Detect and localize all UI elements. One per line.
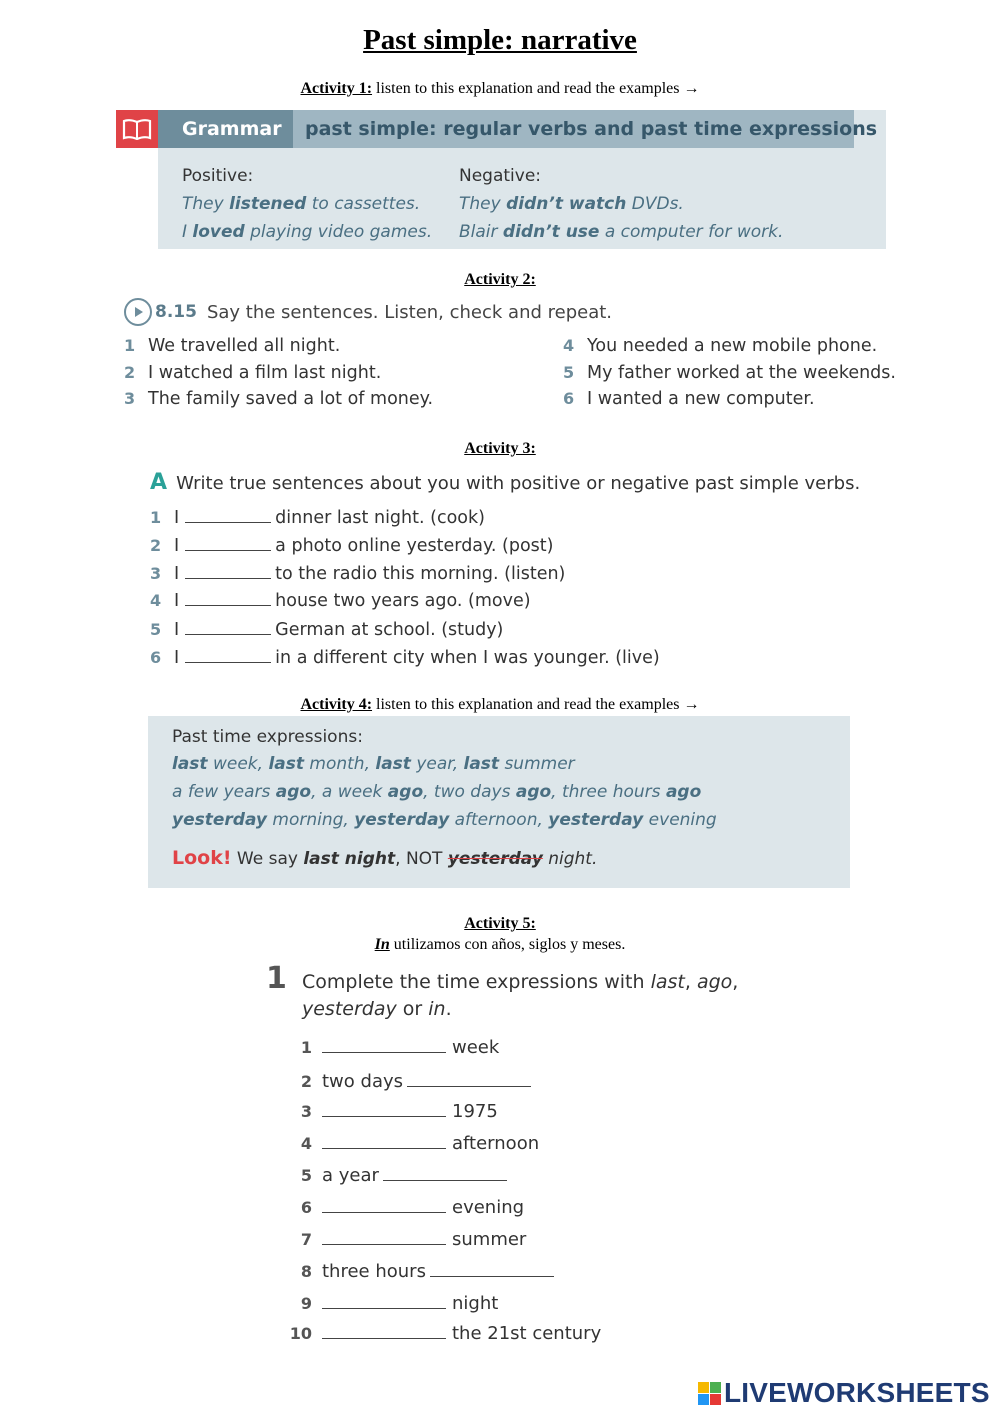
answer-blank[interactable] (322, 1228, 446, 1245)
activity-4-text: listen to this explanation and read the examples → (376, 696, 700, 713)
write-item: 3 I to the radio this morning. (listen) (150, 564, 566, 584)
positive-example: They listened to cassettes. (182, 194, 421, 214)
time-expression-item: 8 three hours (284, 1260, 554, 1282)
positive-heading: Positive: (182, 166, 254, 186)
activity-1-heading (0, 80, 1000, 98)
grammar-topic: past simple: regular verbs and past time expressions (305, 118, 878, 140)
answer-blank[interactable] (185, 506, 271, 523)
answer-blank[interactable] (322, 1132, 446, 1149)
write-item: 2 I a photo online yesterday. (post) (150, 536, 554, 556)
answer-blank[interactable] (322, 1100, 446, 1117)
time-expressions-line: yesterday morning, yesterday afternoon, yesterday evening (172, 810, 717, 830)
activity-2-label: Activity 2: (464, 271, 536, 288)
sentence-item: 6 I wanted a new computer. (563, 389, 815, 409)
time-expression-item: 4 afternoon (300, 1133, 540, 1154)
look-label: Look! (172, 847, 232, 869)
logo-text: LIVEWORKSHEETS (724, 1377, 990, 1408)
answer-blank[interactable] (322, 1322, 446, 1339)
sentence-item: 4 You needed a new mobile phone. (563, 336, 878, 356)
time-expression-item: 1 week (300, 1037, 500, 1058)
answer-blank[interactable] (185, 646, 271, 663)
exercise-letter: A (150, 470, 168, 495)
write-item: 5 I German at school. (study) (150, 620, 504, 640)
time-expressions-line: last week, last month, last year, last summer (172, 754, 575, 774)
activity-3-instruction-row (150, 470, 860, 495)
audio-prompt (124, 298, 612, 326)
activity-5-label: Activity 5: (464, 915, 536, 932)
time-expression-item: 3 1975 (300, 1101, 498, 1122)
activity-3-label: Activity 3: (464, 440, 536, 457)
answer-blank[interactable] (383, 1164, 507, 1181)
write-item: 4 I house two years ago. (move) (150, 591, 531, 611)
struck-word: yesterday (447, 849, 543, 869)
time-expression-item: 5 a year (284, 1164, 507, 1186)
activity-2-instruction: Say the sentences. Listen, check and repeat. (206, 301, 613, 323)
sentence-item: 1 We travelled all night. (124, 336, 341, 356)
look-note: Look! We say last night, NOT yesterday night. (172, 847, 598, 869)
answer-blank[interactable] (322, 1036, 446, 1053)
positive-example: I loved playing video games. (182, 222, 433, 242)
play-icon[interactable] (124, 298, 152, 326)
answer-blank[interactable] (185, 534, 271, 551)
logo-mark-icon (698, 1382, 721, 1405)
exercise-number: 1 (266, 961, 287, 996)
activity-3-instruction: Write true sentences about you with positive or negative past simple verbs. (176, 473, 861, 494)
activity-5-note: In utilizamos con años, siglos y meses. (374, 936, 626, 953)
book-icon (116, 110, 158, 148)
answer-blank[interactable] (185, 589, 271, 606)
grammar-label: Grammar (158, 110, 293, 148)
write-item: 1 I dinner last night. (cook) (150, 508, 485, 528)
negative-example: They didn’t watch DVDs. (459, 194, 684, 214)
time-expression-item: 10 the 21st century (289, 1323, 602, 1344)
answer-blank[interactable] (322, 1196, 446, 1213)
answer-blank[interactable] (185, 562, 271, 579)
time-expression-item: 6 evening (300, 1197, 525, 1218)
activity-5-instruction: Complete the time expressions with last, ago, yesterday or in. (302, 971, 739, 1020)
activity-1-label: Activity 1: (300, 80, 373, 97)
negative-heading: Negative: (459, 166, 542, 186)
answer-blank[interactable] (185, 618, 271, 635)
negative-example: Blair didn’t use a computer for work. (459, 222, 784, 242)
page-title: Past simple: narrative (363, 24, 637, 56)
activity-1-text: listen to this explanation and read the examples → (376, 80, 700, 97)
write-item: 6 I in a different city when I was younger. (live) (150, 648, 660, 668)
sentence-item: 3 The family saved a lot of money. (124, 389, 434, 409)
sentence-item: 2 I watched a film last night. (124, 363, 382, 383)
time-expression-item: 2 two days (284, 1070, 531, 1092)
time-expression-item: 9 night (300, 1293, 499, 1314)
answer-blank[interactable] (430, 1260, 554, 1277)
time-expression-item: 7 summer (300, 1229, 527, 1250)
time-expressions-line: a few years ago, a week ago, two days ago, three hours ago (172, 782, 702, 802)
liveworksheets-logo (698, 1377, 990, 1409)
sentence-item: 5 My father worked at the weekends. (563, 363, 896, 383)
activity-4-label: Activity 4: (300, 696, 373, 713)
answer-blank[interactable] (322, 1292, 446, 1309)
audio-track-code: 8.15 (155, 302, 197, 322)
answer-blank[interactable] (407, 1070, 531, 1087)
activity-4-heading (0, 696, 1000, 714)
time-expressions-heading: Past time expressions: (172, 727, 363, 747)
